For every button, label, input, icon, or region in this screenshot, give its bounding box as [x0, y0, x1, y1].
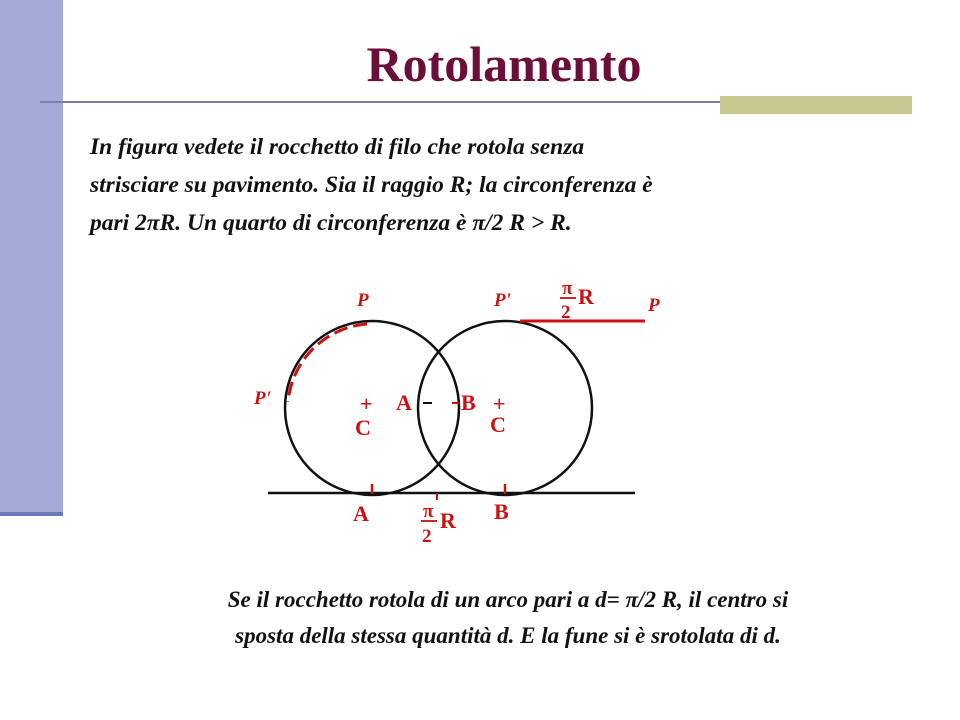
intro-line-2: strisciare su pavimento. Sia il raggio R; la circonferenza è [90, 172, 653, 198]
fraction-top-two: 2 [561, 302, 571, 323]
fraction-bottom-two: 2 [422, 526, 432, 547]
label-p-right: P [648, 295, 660, 316]
slide-title: Rotolamento [366, 36, 642, 92]
unrolled-arc [288, 324, 367, 402]
fraction-top-r: R [578, 284, 594, 309]
fraction-top-pi: π [562, 278, 573, 299]
label-a-bottom: A [353, 501, 369, 526]
conclusion-line-1: Se il rocchetto rotola di un arco pari a d= π/2 R, il centro si [227, 587, 789, 612]
center-mark-left: + [360, 391, 373, 416]
label-p-prime-left: P' [254, 388, 271, 409]
fraction-bottom-r: R [440, 508, 456, 533]
label-p-prime-top: P' [494, 290, 511, 311]
label-c-left: C [355, 415, 371, 440]
label-b-mid: B [461, 390, 476, 415]
label-a-mid: A [396, 390, 412, 415]
fraction-top [560, 278, 595, 323]
intro-line-1: In figura vedete il rocchetto di filo che rotola senza [90, 134, 585, 160]
label-p-top-left: P [357, 290, 369, 311]
fraction-bottom [421, 501, 457, 547]
label-b-bottom: B [494, 499, 509, 524]
conclusion-line-2: sposta della stessa quantità d. E la fune si è srotolata di d. [235, 623, 781, 648]
conclusion-paragraph [108, 582, 908, 654]
fraction-bottom-pi: π [423, 501, 434, 522]
intro-line-3: pari 2πR. Un quarto di circonferenza è π/2 R > R. [90, 210, 572, 236]
center-mark-right: + [493, 391, 506, 416]
label-c-right: C [490, 412, 506, 437]
